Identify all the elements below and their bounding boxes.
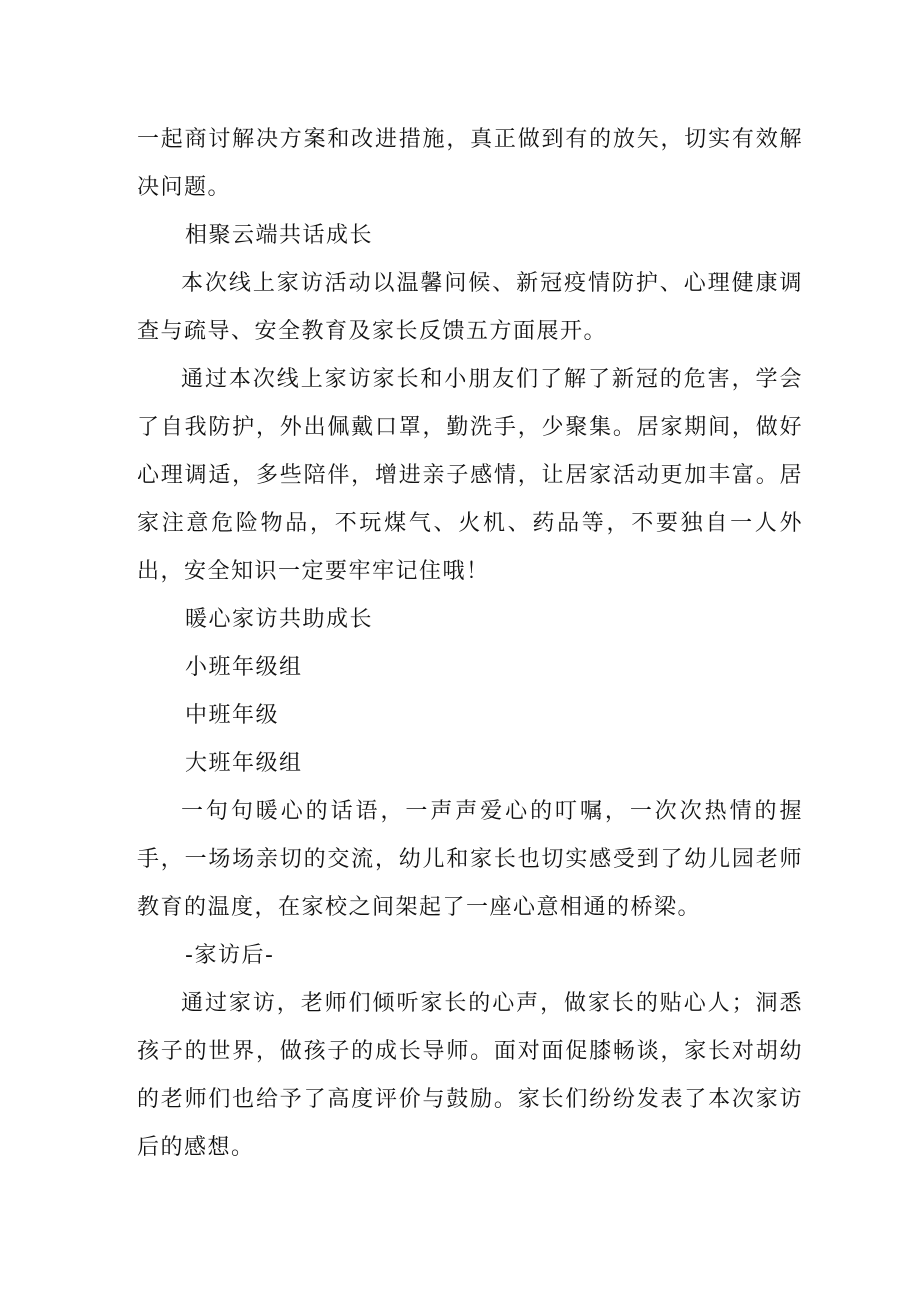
paragraph-covid-safety: 通过本次线上家访家长和小朋友们了解了新冠的危害，学会了自我防护，外出佩戴口罩，勤洗手，少聚集。居家期间，做好心理调适，多些陪伴，增进亲子感情，让居家活动更加丰富。居家注意危险物品，不玩煤气、火机、药品等，不要独自一人外出，安全知识一定要牢牢记住哦！ xyxy=(137,367,803,584)
paragraph-visit-aspects: 本次线上家访活动以温馨问候、新冠疫情防护、心理健康调查与疏导、安全教育及家长反馈五方面展开。 xyxy=(137,271,803,344)
subheading-large-class: 大班年级组 xyxy=(185,751,303,776)
section-heading-cloud-gathering: 相聚云端共话成长 xyxy=(185,223,374,248)
subheading-middle-class: 中班年级 xyxy=(185,703,280,728)
paragraph-warm-words: 一句句暖心的话语，一声声爱心的叮嘱，一次次热情的握手，一场场亲切的交流，幼儿和家长也切实感受到了幼儿园老师教育的温度，在家校之间架起了一座心意相通的桥梁。 xyxy=(137,799,803,920)
section-heading-after-visit: -家访后- xyxy=(185,943,275,968)
subheading-small-class: 小班年级组 xyxy=(185,655,303,680)
paragraph-continuation: 一起商讨解决方案和改进措施，真正做到有的放矢，切实有效解决问题。 xyxy=(137,127,803,200)
document-body xyxy=(137,116,803,1172)
section-heading-warm-visit: 暖心家访共助成长 xyxy=(185,607,374,632)
paragraph-after-visit: 通过家访，老师们倾听家长的心声，做家长的贴心人；洞悉孩子的世界，做孩子的成长导师。面对面促膝畅谈，家长对胡幼的老师们也给予了高度评价与鼓励。家长们纷纷发表了本次家访后的感想。 xyxy=(137,991,803,1160)
